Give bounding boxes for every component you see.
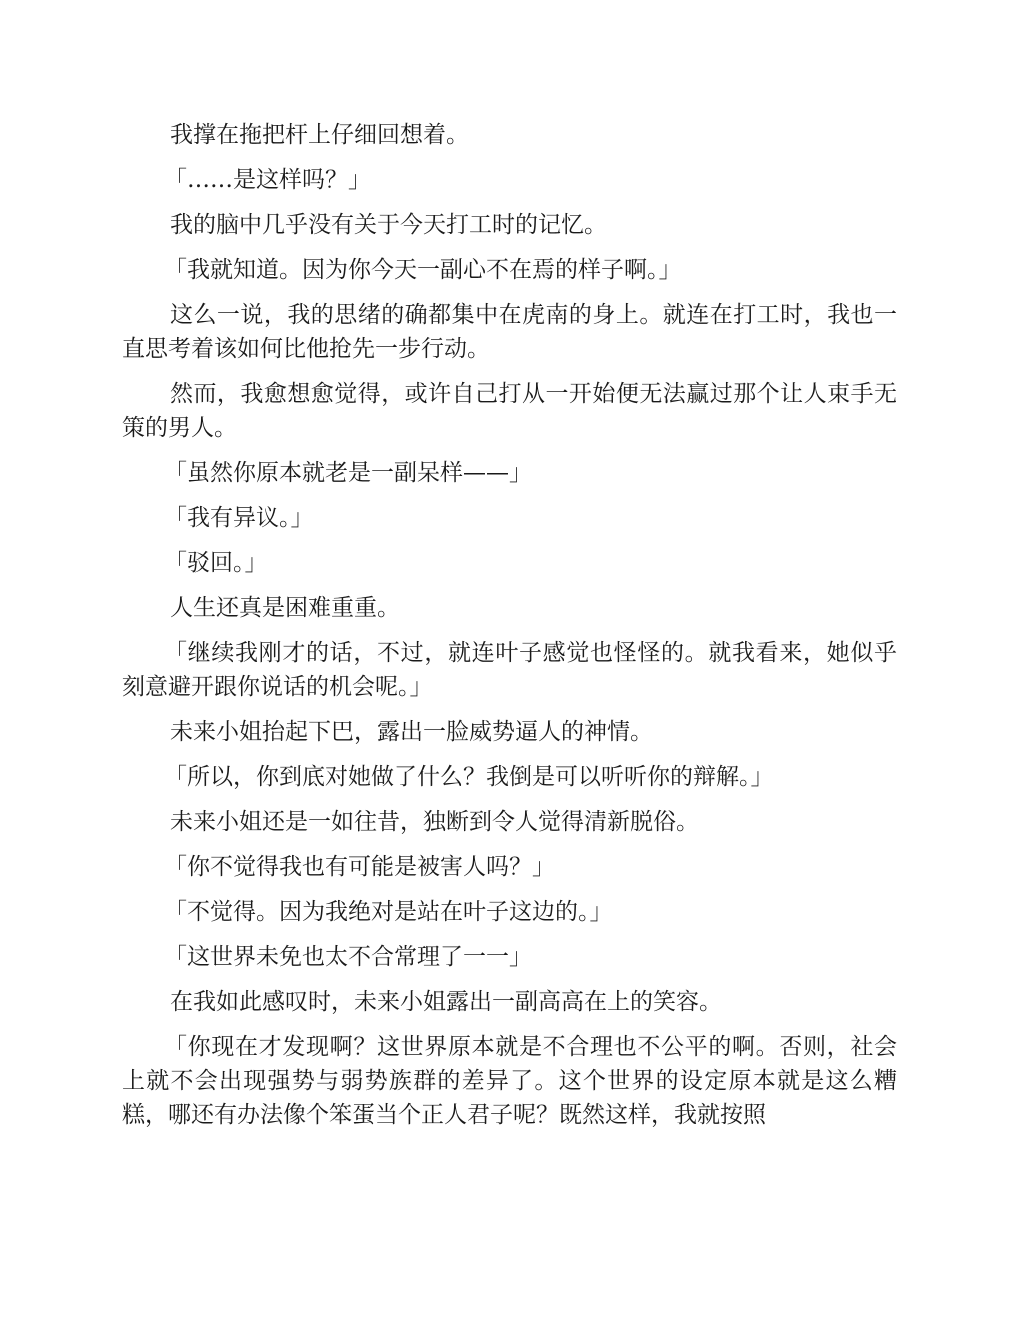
paragraph: 未来小姐抬起下巴，露出一脸威势逼人的神情。 xyxy=(170,719,653,745)
dialogue-paragraph: 「继续我刚才的话，不过，就连叶子感觉也怪怪的。就我看来，她似乎刻意避开跟你说话的机会呢。」 xyxy=(122,640,897,700)
dialogue-paragraph: 「不觉得。因为我绝对是站在叶子这边的。」 xyxy=(164,899,613,925)
dialogue-paragraph: 「所以，你到底对她做了什么？我倒是可以听听你的辩解。」 xyxy=(164,764,774,790)
dialogue-paragraph: 「……是这样吗？」 xyxy=(164,167,371,193)
paragraph: 未来小姐还是一如往昔，独断到令人觉得清新脱俗。 xyxy=(170,809,699,835)
dialogue-paragraph: 「你现在才发现啊？这世界原本就是不合理也不公平的啊。否则，社会上就不会出现强势与弱势族群的差异了。这个世界的设定原本就是这么糟糕，哪还有办法像个笨蛋当个正人君子呢？既然这样，我就按照 xyxy=(122,1034,897,1128)
paragraph: 然而，我愈想愈觉得，或许自己打从一开始便无法赢过那个让人束手无策的男人。 xyxy=(122,381,897,441)
dialogue-paragraph: 「虽然你原本就老是一副呆样——」 xyxy=(164,460,532,486)
paragraph: 我撑在拖把杆上仔细回想着。 xyxy=(170,122,469,148)
dialogue-paragraph: 「我有异议。」 xyxy=(164,505,314,531)
paragraph: 这么一说，我的思绪的确都集中在虎南的身上。就连在打工时，我也一直思考着该如何比他抢先一步行动。 xyxy=(122,302,897,362)
paragraph: 我的脑中几乎没有关于今天打工时的记忆。 xyxy=(170,212,607,238)
dialogue-paragraph: 「你不觉得我也有可能是被害人吗？」 xyxy=(164,854,555,880)
dialogue-paragraph: 「这世界未免也太不合常理了一一」 xyxy=(164,944,532,970)
dialogue-paragraph: 「我就知道。因为你今天一副心不在焉的样子啊。」 xyxy=(164,257,682,283)
paragraph: 人生还真是困难重重。 xyxy=(170,595,400,621)
body-text xyxy=(122,118,897,1143)
paragraph: 在我如此感叹时，未来小姐露出一副高高在上的笑容。 xyxy=(170,989,722,1015)
dialogue-paragraph: 「驳回。」 xyxy=(164,550,268,576)
